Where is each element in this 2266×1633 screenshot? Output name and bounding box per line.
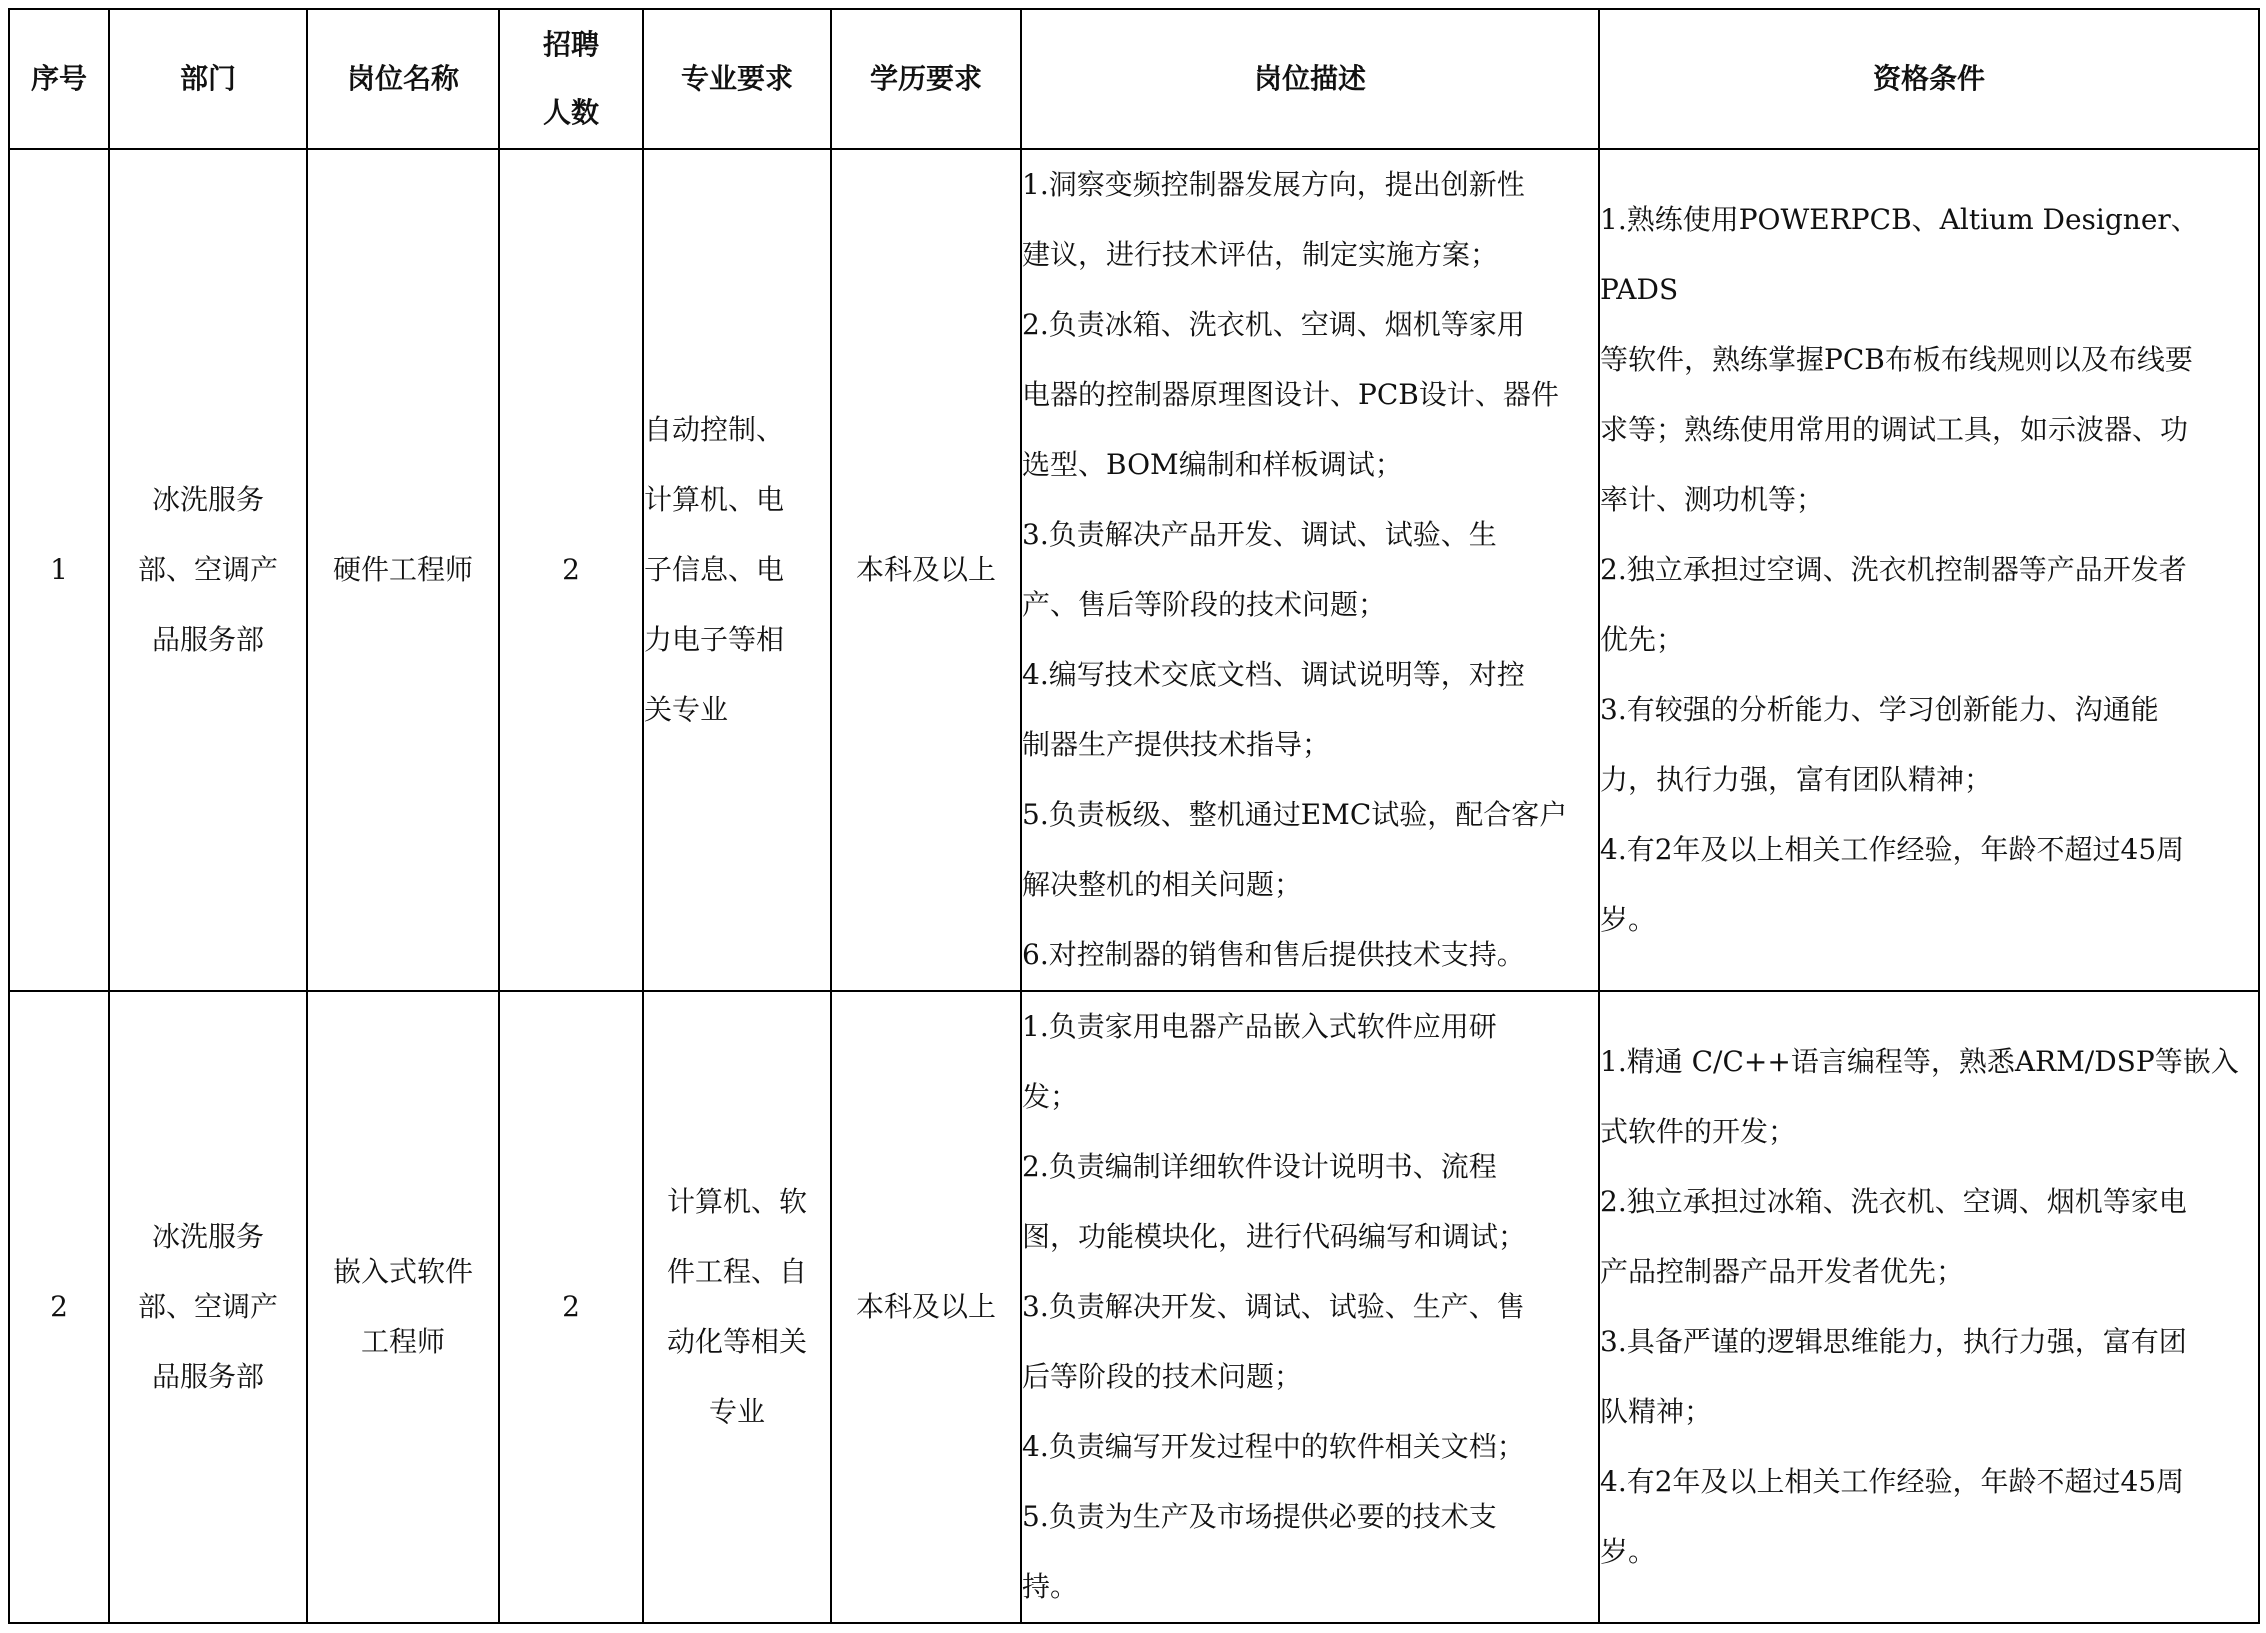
qualification-line: 1.精通 C/C++语言编程等，熟悉ARM/DSP等嵌入 — [1600, 1045, 2239, 1078]
header-description: 岗位描述 — [1021, 9, 1599, 149]
header-education: 学历要求 — [831, 9, 1021, 149]
cell-major-line: 件工程、自 — [666, 1255, 807, 1288]
cell-position — [307, 149, 499, 991]
description-line: 电器的控制器原理图设计、PCB设计、器件 — [1022, 378, 1559, 411]
description-line: 建议，进行技术评估，制定实施方案； — [1022, 238, 1499, 271]
cell-major-line: 动化等相关 — [666, 1325, 807, 1358]
qualification-line: 1.熟练使用POWERPCB、Altium Designer、PADS — [1600, 203, 2199, 306]
cell-seq: 1 — [9, 149, 109, 991]
qualification-line: 4.有2年及以上相关工作经验，年龄不超过45周 — [1600, 1465, 2185, 1498]
qualification-line: 2.独立承担过空调、洗衣机控制器等产品开发者 — [1600, 553, 2187, 586]
cell-major-line: 子信息、电 — [644, 553, 785, 586]
qualification-line: 力，执行力强，富有团队精神； — [1600, 763, 1993, 796]
qualification-line: 求等；熟练使用常用的调试工具，如示波器、功 — [1600, 413, 2189, 446]
cell-dept — [109, 149, 307, 991]
description-line: 6.对控制器的销售和售后提供技术支持。 — [1022, 938, 1525, 971]
description-line: 4.编写技术交底文档、调试说明等，对控 — [1022, 658, 1525, 691]
qualification-line: 4.有2年及以上相关工作经验，年龄不超过45周 — [1600, 833, 2185, 866]
header-position: 岗位名称 — [307, 9, 499, 149]
description-line: 2.负责编制详细软件设计说明书、流程 — [1022, 1150, 1497, 1183]
description-line: 后等阶段的技术问题； — [1022, 1360, 1303, 1393]
cell-description — [1021, 149, 1599, 991]
cell-major — [643, 991, 831, 1623]
qualification-line: 等软件，熟练掌握PCB布板布线规则以及布线要 — [1600, 343, 2193, 376]
cell-major-line: 自动控制、 — [644, 413, 785, 446]
qualification-line: 产品控制器产品开发者优先； — [1600, 1255, 1965, 1288]
cell-major-line: 力电子等相 — [644, 623, 785, 656]
recruitment-table — [8, 8, 2260, 1624]
description-line: 5.负责板级、整机通过EMC试验，配合客户 — [1022, 798, 1568, 831]
cell-position — [307, 991, 499, 1623]
qualification-line: 3.具备严谨的逻辑思维能力，执行力强，富有团 — [1600, 1325, 2187, 1358]
cell-major-line: 关专业 — [644, 693, 729, 726]
cell-major-line: 专业 — [708, 1395, 765, 1428]
description-line: 选型、BOM编制和样板调试； — [1022, 448, 1403, 481]
cell-qualification — [1599, 991, 2259, 1623]
qualification-line: 岁。 — [1600, 1535, 1657, 1568]
qualification-line: 率计、测功机等； — [1600, 483, 1825, 516]
description-line: 3.负责解决产品开发、调试、试验、生 — [1022, 518, 1497, 551]
cell-dept-line: 品服务部 — [151, 623, 264, 656]
description-line: 制器生产提供技术指导； — [1022, 728, 1331, 761]
description-line: 3.负责解决开发、调试、试验、生产、售 — [1022, 1290, 1525, 1323]
cell-seq: 2 — [9, 991, 109, 1623]
cell-position-line: 工程师 — [360, 1325, 445, 1358]
cell-dept-line: 部、空调产 — [137, 1290, 278, 1323]
description-line: 5.负责为生产及市场提供必要的技术支 — [1022, 1500, 1497, 1533]
qualification-line: 式软件的开发； — [1600, 1115, 1797, 1148]
description-line: 图，功能模块化，进行代码编写和调试； — [1022, 1220, 1527, 1253]
cell-dept — [109, 991, 307, 1623]
header-qualification: 资格条件 — [1599, 9, 2259, 149]
description-line: 持。 — [1022, 1570, 1079, 1603]
cell-description — [1021, 991, 1599, 1623]
qualification-line: 队精神； — [1600, 1395, 1713, 1428]
header-seq: 序号 — [9, 9, 109, 149]
cell-major-line: 计算机、软 — [666, 1185, 807, 1218]
description-line: 4.负责编写开发过程中的软件相关文档； — [1022, 1430, 1525, 1463]
header-count-line2: 人数 — [542, 96, 599, 129]
cell-count: 2 — [499, 149, 643, 991]
qualification-line: 3.有较强的分析能力、学习创新能力、沟通能 — [1600, 693, 2159, 726]
header-count — [499, 9, 643, 149]
qualification-line: 优先； — [1600, 623, 1685, 656]
cell-position-line: 硬件工程师 — [332, 553, 473, 586]
cell-dept-line: 部、空调产 — [137, 553, 278, 586]
cell-position-line: 嵌入式软件 — [332, 1255, 473, 1288]
cell-count: 2 — [499, 991, 643, 1623]
cell-education: 本科及以上 — [831, 991, 1021, 1623]
table-row — [9, 991, 2259, 1623]
description-line: 1.洞察变频控制器发展方向，提出创新性 — [1022, 168, 1525, 201]
header-dept: 部门 — [109, 9, 307, 149]
cell-major — [643, 149, 831, 991]
description-line: 解决整机的相关问题； — [1022, 868, 1303, 901]
cell-dept-line: 品服务部 — [151, 1360, 264, 1393]
table-header-row — [9, 9, 2259, 149]
cell-education: 本科及以上 — [831, 149, 1021, 991]
qualification-line: 2.独立承担过冰箱、洗衣机、空调、烟机等家电 — [1600, 1185, 2187, 1218]
header-major: 专业要求 — [643, 9, 831, 149]
description-line: 2.负责冰箱、洗衣机、空调、烟机等家用 — [1022, 308, 1525, 341]
description-line: 产、售后等阶段的技术问题； — [1022, 588, 1387, 621]
description-line: 1.负责家用电器产品嵌入式软件应用研 — [1022, 1010, 1497, 1043]
cell-major-line: 计算机、电 — [644, 483, 785, 516]
description-line: 发； — [1022, 1080, 1079, 1113]
cell-dept-line: 冰洗服务 — [151, 483, 264, 516]
cell-qualification — [1599, 149, 2259, 991]
header-count-line1: 招聘 — [542, 28, 599, 61]
cell-dept-line: 冰洗服务 — [151, 1220, 264, 1253]
qualification-line: 岁。 — [1600, 903, 1657, 936]
table-row — [9, 149, 2259, 991]
